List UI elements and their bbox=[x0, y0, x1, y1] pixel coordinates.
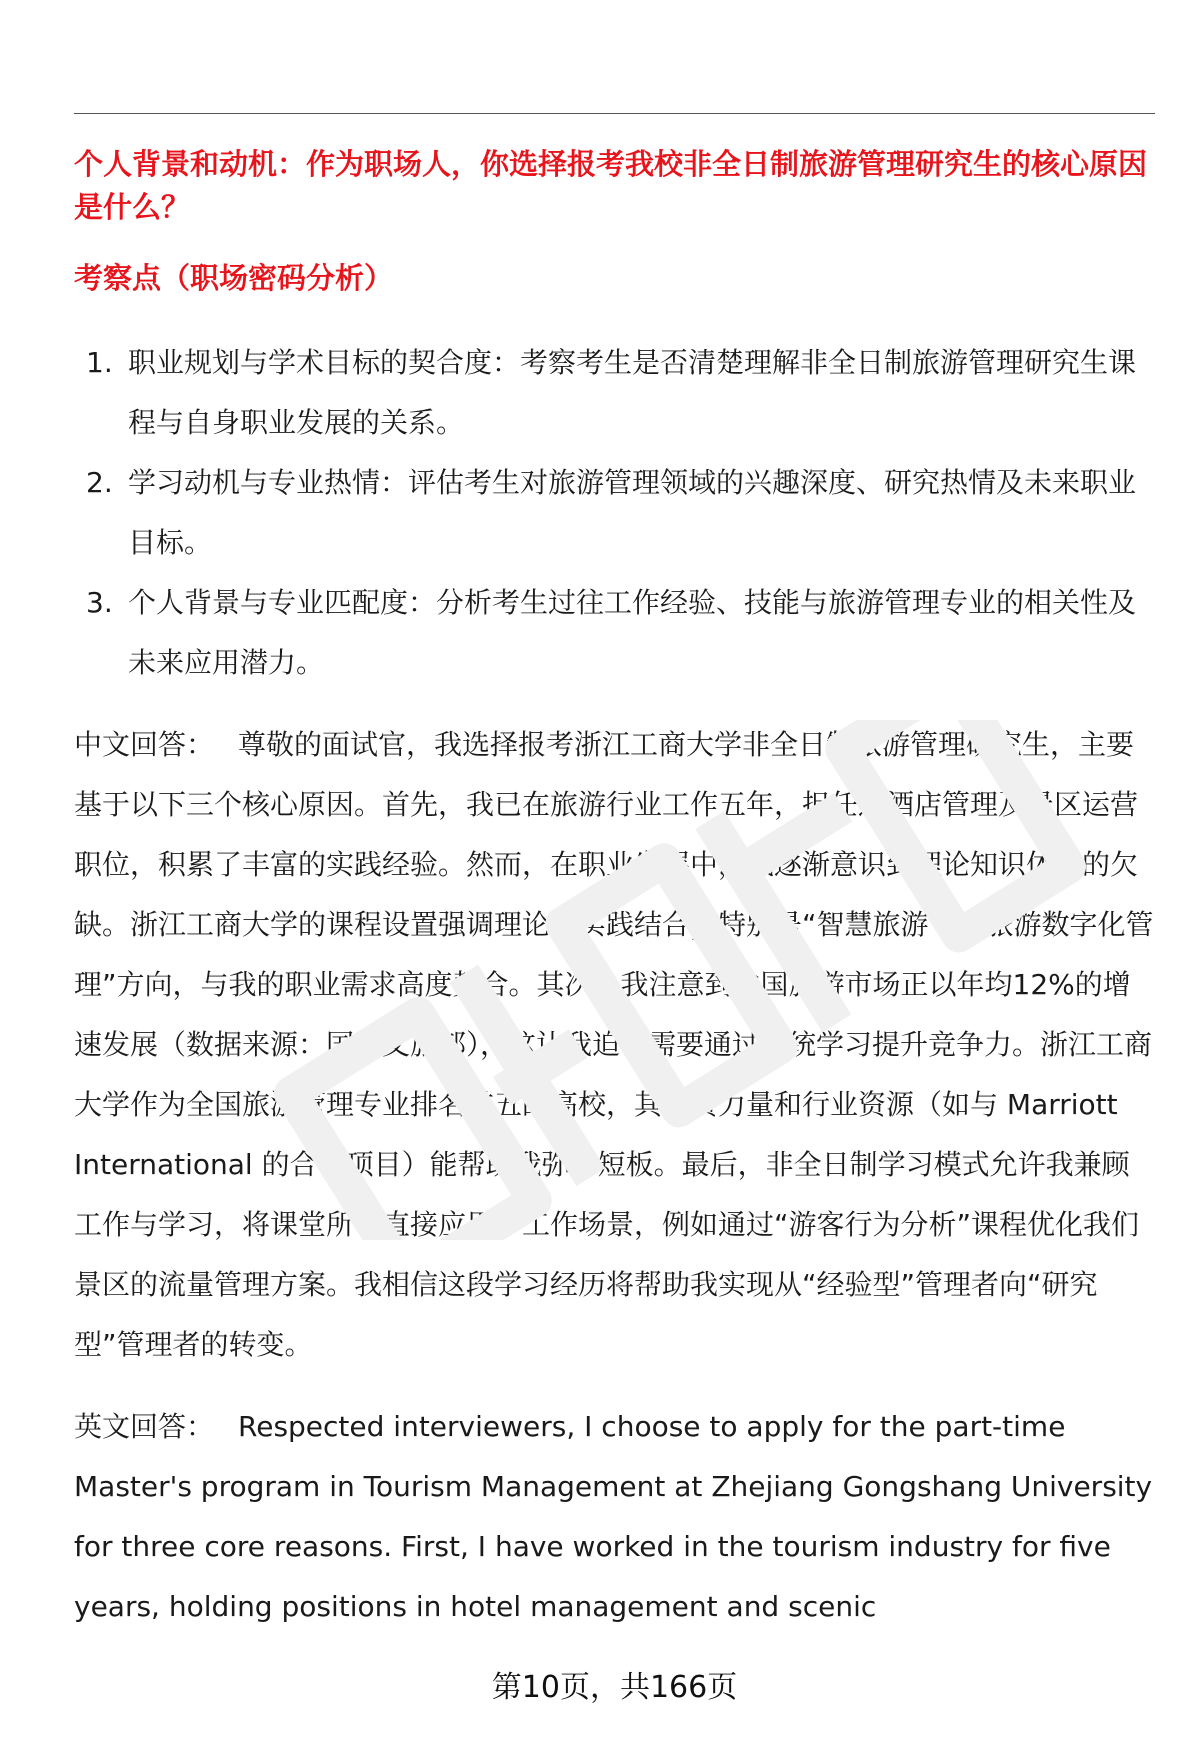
assessment-heading: 考察点（职场密码分析） bbox=[74, 261, 394, 295]
document-page bbox=[74, 0, 1155, 1755]
chinese-answer bbox=[74, 715, 1155, 1375]
english-answer-text: Respected interviewers, I choose to apply for the part-time Master's program in Tourism Management at Zhejiang Gongshang University for three core reasons. First, I have worked in the tourism industry for five years, holding positions in hotel management and scenic bbox=[74, 1410, 1153, 1623]
page-footer: 第10页，共166页 bbox=[491, 1670, 738, 1705]
chinese-answer-label: 中文回答： bbox=[74, 728, 215, 761]
english-answer bbox=[74, 1397, 1155, 1637]
item-number: 1. bbox=[86, 346, 113, 379]
item-text: 职业规划与学术目标的契合度：考察考生是否清楚理解非全日制旅游管理研究生课程与自身职业发展的关系。 bbox=[128, 346, 1137, 439]
item-number: 2. bbox=[86, 466, 113, 499]
chinese-answer-text: 尊敬的面试官，我选择报考浙江工商大学非全日制旅游管理研究生，主要基于以下三个核心原因。首先，我已在旅游行业工作五年，担任过酒店管理及景区运营职位，积累了丰富的实践经验。然而，在职业发展中，我逐渐意识到理论知识体系的欠缺。浙江工商大学的课程设置强调理论与实践结合，特别是“智慧旅游”和“旅游数字化管理”方向，与我的职业需求高度契合。其次，我注意到中国旅游市场正以年均12%的增速发展（数据来源：国家文旅部），这让我迫切需要通过系统学习提升竞争力。浙江工商大学作为全国旅游管理专业排名前五的高校，其师资力量和行业资源（如与 Marriott International 的合作项目）能帮助我弥补短板。最后，非全日制学习模式允许我兼顾工作与学习，将课堂所学直接应用于工作场景，例如通过“游客行为分析”课程优化我们景区的流量管理方案。我相信这段学习经历将帮助我实现从“经验型”管理者向“研究型”管理者的转变。 bbox=[74, 728, 1154, 1361]
header-rule bbox=[74, 113, 1155, 114]
assessment-item bbox=[74, 333, 1155, 453]
assessment-list bbox=[74, 333, 1155, 693]
assessment-item bbox=[74, 453, 1155, 573]
english-answer-label: 英文回答： bbox=[74, 1410, 215, 1443]
item-text: 学习动机与专业热情：评估考生对旅游管理领域的兴趣深度、研究热情及未来职业目标。 bbox=[128, 466, 1137, 559]
item-text: 个人背景与专业匹配度：分析考生过往工作经验、技能与旅游管理专业的相关性及未来应用潜力。 bbox=[128, 586, 1137, 679]
question-title: 个人背景和动机：作为职场人，你选择报考我校非全日制旅游管理研究生的核心原因是什么？ bbox=[74, 147, 1148, 224]
item-number: 3. bbox=[86, 586, 113, 619]
assessment-item bbox=[74, 573, 1155, 693]
